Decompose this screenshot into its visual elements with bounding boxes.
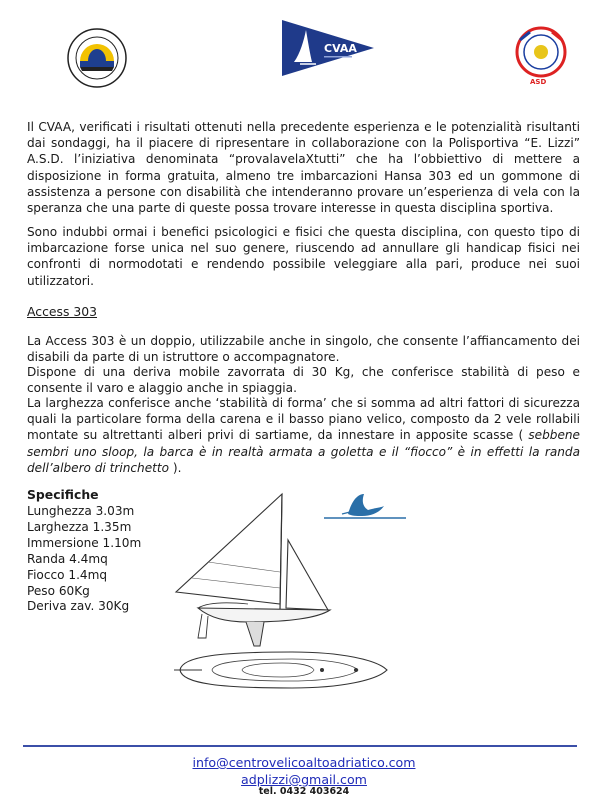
libertas-logo <box>66 27 128 89</box>
stability-italic-note: sebbene sembri uno sloop, la barca è in realtà armata a goletta e il “fiocco” è in effetti la randa dell’albero di trinchetto <box>27 428 580 475</box>
access-description-paragraph: La Access 303 è un doppio, utilizzabile anche in singolo, che consente l’affiancamento dei disabili da parte di un istruttore o accompagnatore. <box>27 334 580 365</box>
polisportiva-lizzi-logo <box>508 18 574 92</box>
spec-item: Immersione 1.10m <box>27 535 142 550</box>
specs-list <box>27 504 141 615</box>
cvaa-logo-text: CVAA <box>324 42 357 55</box>
cvaa-logo <box>280 18 376 78</box>
boat-top-view-drawing <box>172 648 392 692</box>
centrovelico-email-link[interactable]: info@centrovelicoaltoadriatico.com <box>192 755 416 770</box>
stability-text-end: ). <box>169 460 182 475</box>
benefits-paragraph: Sono indubbi ormai i benefici psicologici e fisici che questa disciplina, con questo tipo di imbarcazione forse unica nel suo genere, riuscendo ad annullare gli handicap fisici nei confronti di normodotati e rendendo possibile veleggiare alla pari, produce nei suoi utilizzatori. <box>27 225 580 288</box>
intro-paragraph: Il CVAA, verificati i risultati ottenuti nella precedente esperienza e le potenzialità risultanti dai sondaggi, ha il piacere di ripresentare in collaborazione con la Polisportiva “E. Lizzi” A.S.D. l’iniziativa denominata “provalavelaXtutti” che ha l’obbiettivo di mettere a disposizione in forma gratuita, almeno tre imbarcazioni Hansa 303 ed un gommone di assistenza a persone con disabilità che intenderanno provare un’esperienza di vela con la speranza che una parte di queste possa trovare interesse in questa disciplina sportiva. <box>27 120 580 216</box>
keel-paragraph: Dispone di una deriva mobile zavorrata di 30 Kg, che conferisce stabilità di peso e consente il varo e alaggio anche in spiaggia. <box>27 365 580 396</box>
spec-item: Fiocco 1.4mq <box>27 567 108 582</box>
spec-item: Deriva zav. 30Kg <box>27 599 130 614</box>
spec-item: Larghezza 1.35m <box>27 519 132 534</box>
stability-paragraph <box>27 395 580 476</box>
spec-item: Lunghezza 3.03m <box>27 504 135 518</box>
plizzi-email-link[interactable]: adplizzi@gmail.com <box>241 772 367 787</box>
stability-text: La larghezza conferisce anche ‘stabilità di forma’ che si somma ad altri fattori di sicurezza quali la particolare forma della carena e il basso piano velico, composto da 2 vele rollabili montate su altrettanti alberi privi di sartiame, da innestare in apposite scasse ( <box>27 396 580 443</box>
footer-divider <box>23 745 577 747</box>
svg-text:ASD: ASD <box>530 78 547 86</box>
spec-item: Randa 4.4mq <box>27 551 108 566</box>
section-heading: Access 303 <box>27 304 98 319</box>
specs-title: Specifiche <box>27 487 99 502</box>
boat-side-view-drawing <box>168 492 338 648</box>
footer-phone: tel. 0432 403624 <box>258 786 350 797</box>
spec-item: Peso 60Kg <box>27 583 90 598</box>
